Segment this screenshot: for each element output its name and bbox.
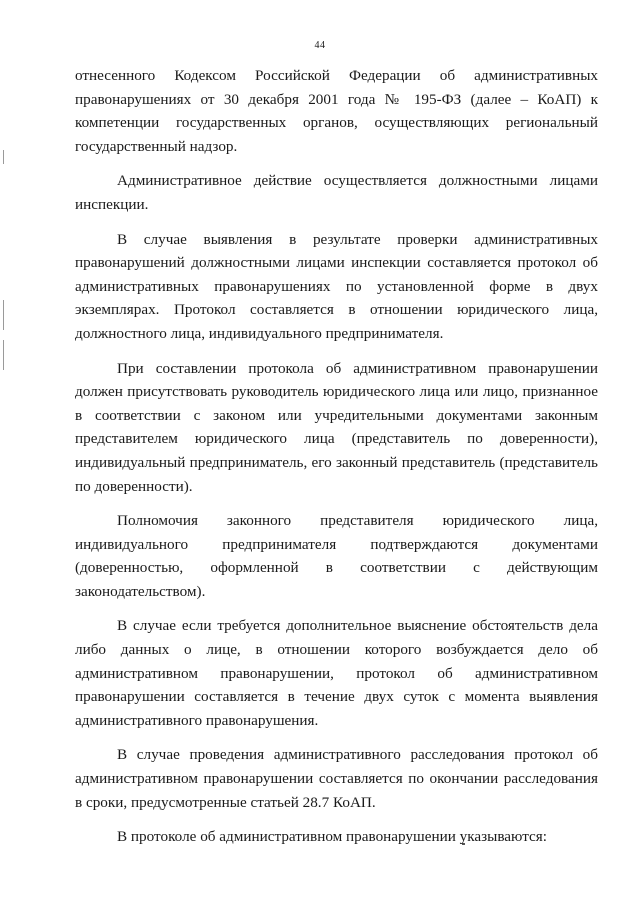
paragraph: В протоколе об административном правонарушении указываются:: [117, 828, 547, 846]
scan-edge-mark: [3, 340, 4, 370]
scan-edge-mark: [3, 300, 4, 330]
paragraph: Административное действие осуществляется должностными лицами инспекции.: [75, 172, 598, 213]
page-number: 44: [314, 40, 326, 51]
paragraph: отнесенного Кодексом Российской Федерации об административных правонарушениях от 30 декабря 2001 года № 195-ФЗ (далее – КоАП) к компетенции государственных органов, осуществляющих региональный государственный надзор.: [75, 67, 598, 155]
paragraph: Полномочия законного представителя юридического лица, индивидуального предпринимателя подтверждаются документами (доверенностью, оформленной в соответствии с действующим законодательством).: [75, 512, 598, 600]
paragraph: В случае выявления в результате проверки административных правонарушений должностными лицами инспекции составляется протокол об административных правонарушениях по установленной форме в двух экземплярах. Протокол составляется в отношении юридического лица, должностного лица, индивидуального предпринимателя.: [75, 230, 598, 342]
scan-edge-mark: [3, 150, 4, 164]
document-body: [75, 64, 598, 860]
paragraph: В случае если требуется дополнительное выяснение обстоятельств дела либо данных о лице, в отношении которого возбуждается дело об административном правонарушении, протокол об административном правонарушении составляется в течение двух суток с момента выявления административного правонарушения.: [75, 617, 598, 729]
paragraph: В случае проведения административного расследования протокол об административном правонарушении составляется по окончании расследования в сроки, предусмотренные статьей 28.7 КоАП.: [75, 746, 598, 811]
paragraph: При составлении протокола об административном правонарушении должен присутствовать руководитель юридического лица или лицо, признанное в соответствии с законом или учредительными документами законным представителем юридического лица (представитель по доверенности), индивидуальный предприниматель, его законный представитель (представитель по доверенности).: [75, 359, 598, 495]
